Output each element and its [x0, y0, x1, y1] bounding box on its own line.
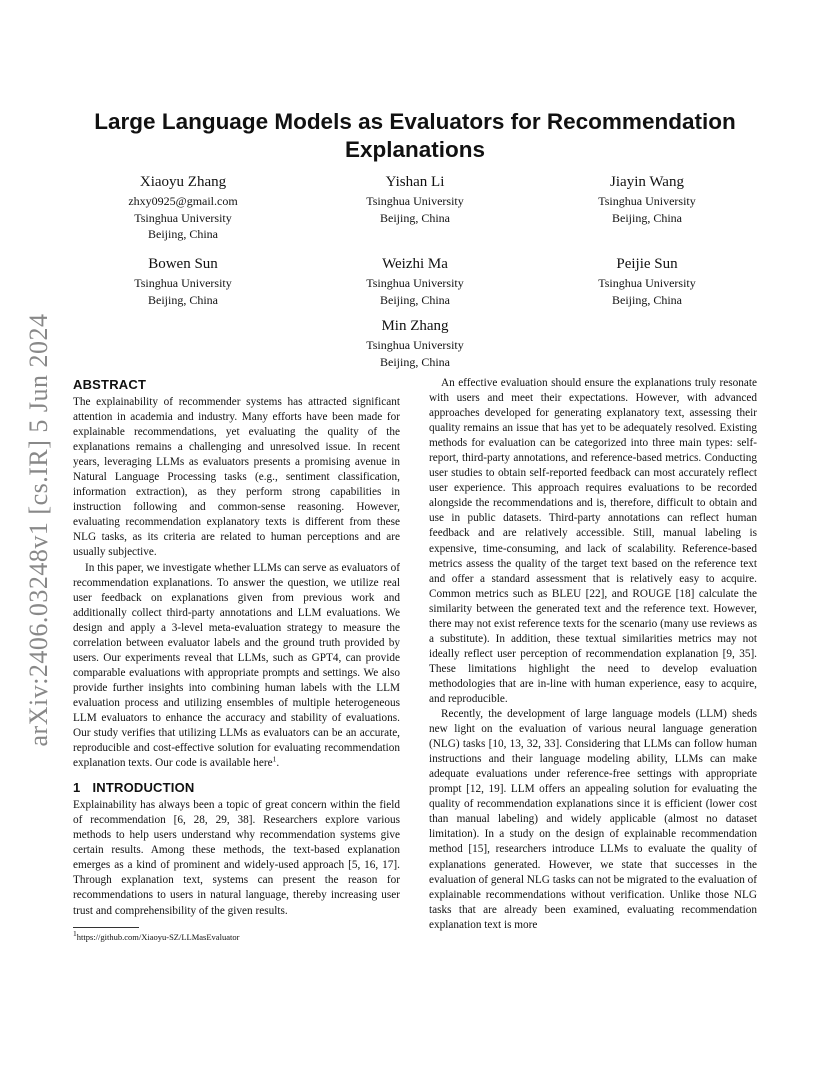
author-name: Min Zhang	[381, 318, 449, 334]
footnote-link[interactable]: https://github.com/Xiaoyu-SZ/LLMasEvaluator	[76, 931, 240, 942]
author-location: Beijing, China	[380, 354, 450, 369]
footnote-marker: 1	[272, 754, 277, 764]
author-affiliation: Tsinghua University	[134, 276, 232, 290]
author-card	[72, 172, 294, 243]
intro-paragraph: Explainability has always been a topic of great concern within the field of recommendation [6, 28, 29, 38]. Researchers explore various methods to help users understand why recommendation systems give certain results. Among these methods, the text-based explanation emerges as a kind of prominent and widely-used approach [5, 16, 17]. Through explanation text, systems can present the reason for recommendations to users in natural language, thereby increasing user trust and comprehensibility of the given results.	[73, 799, 400, 917]
left-column	[73, 376, 400, 943]
author-affiliation: Tsinghua University	[366, 194, 464, 208]
author-affiliation: Tsinghua University	[366, 276, 464, 290]
author-location: Beijing, China	[612, 292, 682, 307]
author-affiliation: Tsinghua University	[134, 210, 232, 225]
abstract-text: In this paper, we investigate whether LLMs can serve as evaluators of recommendation explanations. To answer the question, we utilize real user feedback on explanations given from previous work and additionally collect third-party annotations and LLM evaluations. We design and apply a 3-level meta-evaluation strategy to measure the correlation between evaluator labels and the ground truth provided by users. Our experiments reveal that LLMs, such as GPT4, can provide comparable evaluations with appropriate prompts and settings. We also provide further insights into combining human labels with the LLM evaluation process and utilizing ensembles of multiple heterogeneous LLM evaluators to enhance the accuracy and stability of evaluations. Our study verifies that utilizing LLMs as evaluators can be an accurate, reproducible and cost-effective solution for evaluating recommendation explanation texts. Our code is available here	[73, 561, 400, 770]
author-name: Weizhi Ma	[382, 256, 448, 272]
abstract-heading: ABSTRACT	[73, 377, 147, 392]
author-name: Peijie Sun	[616, 256, 678, 272]
footnote-divider	[73, 927, 139, 928]
abstract-paragraph	[73, 561, 400, 772]
author-name: Jiayin Wang	[610, 174, 684, 190]
author-affiliation: Tsinghua University	[366, 338, 464, 352]
author-card	[304, 316, 526, 370]
author-affiliation: Tsinghua University	[598, 276, 696, 290]
paper-title: Large Language Models as Evaluators for Recommendation Explanations	[94, 109, 736, 162]
arxiv-identifier: arXiv:2406.03248v1 [cs.IR] 5 Jun 2024	[24, 313, 53, 747]
author-location: Beijing, China	[612, 210, 682, 225]
arxiv-stamp	[18, 305, 60, 755]
body-paragraph: An effective evaluation should ensure the explanations truly resonate with users and meet their expectations. However, with advanced approaches developed for generating explanatory text, assessing their quality remains an issue that has yet to be adequately resolved. Existing methods for evaluation can be categorized into three main types: self-report, third-party annotations, and reference-based metrics. Conducting user studies to obtain self-reported feedback can most accurately reflect user experience. This approach requires evaluations to be recorded alongside the recommendations and is, therefore, difficult to obtain and use in public datasets. Third-party annotations can reflect human feedback and are relatively accessible. Still, manual labeling is expensive, time-consuming, and lack of scalability. Reference-based metrics assess the quality of the target text based on the reference text and offer a standard assessment that is relatively easy to acquire. Common metrics such as BLEU [22], and ROUGE [18] calculate the similarity between the generated text and the reference text. However, there may not exist reference texts for the scenario (many use reviews as a substitute). In addition, these textual similarities metrics may not ideally reflect user perception of recommendation explanation [9, 35]. These limitations highlight the need to develop evaluation methodologies that are in-line with human experience, easy to acquire, and reproducible.	[429, 377, 757, 705]
footnote-mark: 1	[73, 928, 77, 938]
author-card	[536, 172, 758, 226]
author-location: Beijing, China	[380, 210, 450, 225]
right-column	[429, 376, 757, 933]
author-email: zhxy0925@gmail.com	[128, 194, 238, 208]
author-name: Xiaoyu Zhang	[139, 174, 227, 190]
author-card	[72, 254, 294, 308]
author-name: Yishan Li	[385, 174, 445, 190]
section-title: INTRODUCTION	[92, 780, 195, 796]
section-number: 1	[73, 780, 81, 796]
author-location: Beijing, China	[148, 227, 218, 241]
author-affiliation: Tsinghua University	[598, 194, 696, 208]
footnote	[73, 928, 400, 943]
author-card	[536, 254, 758, 308]
author-card	[304, 172, 526, 226]
abstract-paragraph: The explainability of recommender systems has attracted significant attention in academia and industry. Many efforts have been made for explainable recommendations, yet evaluating the quality of the explanations remains a challenging and unresolved issue. In recent years, leveraging LLMs as evaluators presents a promising avenue in Natural Language Processing tasks (e.g., sentiment classification, information extraction), as they perform strong capabilities in instruction following and common-sense reasoning. However, evaluating recommendation explanatory texts is different from these NLG tasks, as its criteria are related to human perceptions and are usually subjective.	[73, 396, 400, 559]
author-location: Beijing, China	[148, 292, 218, 307]
body-paragraph: Recently, the development of large language models (LLM) sheds new light on the evaluation of various neural language generation (NLG) tasks [10, 13, 32, 33]. Considering that LLMs can follow human instructions and their language modeling ability, LLMs can make adequate evaluations under reference-free settings with appropriate prompt [12, 19]. LLM offers an appealing solution for evaluating the quality of recommendation explanations since it is efficient (lower cost than manual labeling) and widely applicable (almost no dataset limitation). In a study on the design of explainable recommendation method [15], researchers introduce LLMs to evaluate the quality of explanations generated. However, we state that successes in the evaluation of general NLG tasks can not be migrated to the evaluation of explainable recommendations without verification. Unlike those NLG tasks that are already been examined, evaluating recommendation explanation text is more	[429, 708, 758, 931]
introduction-heading	[73, 779, 400, 796]
author-location: Beijing, China	[380, 292, 450, 307]
abstract-period: .	[276, 757, 280, 770]
author-name: Bowen Sun	[148, 256, 218, 272]
author-card	[304, 254, 526, 308]
